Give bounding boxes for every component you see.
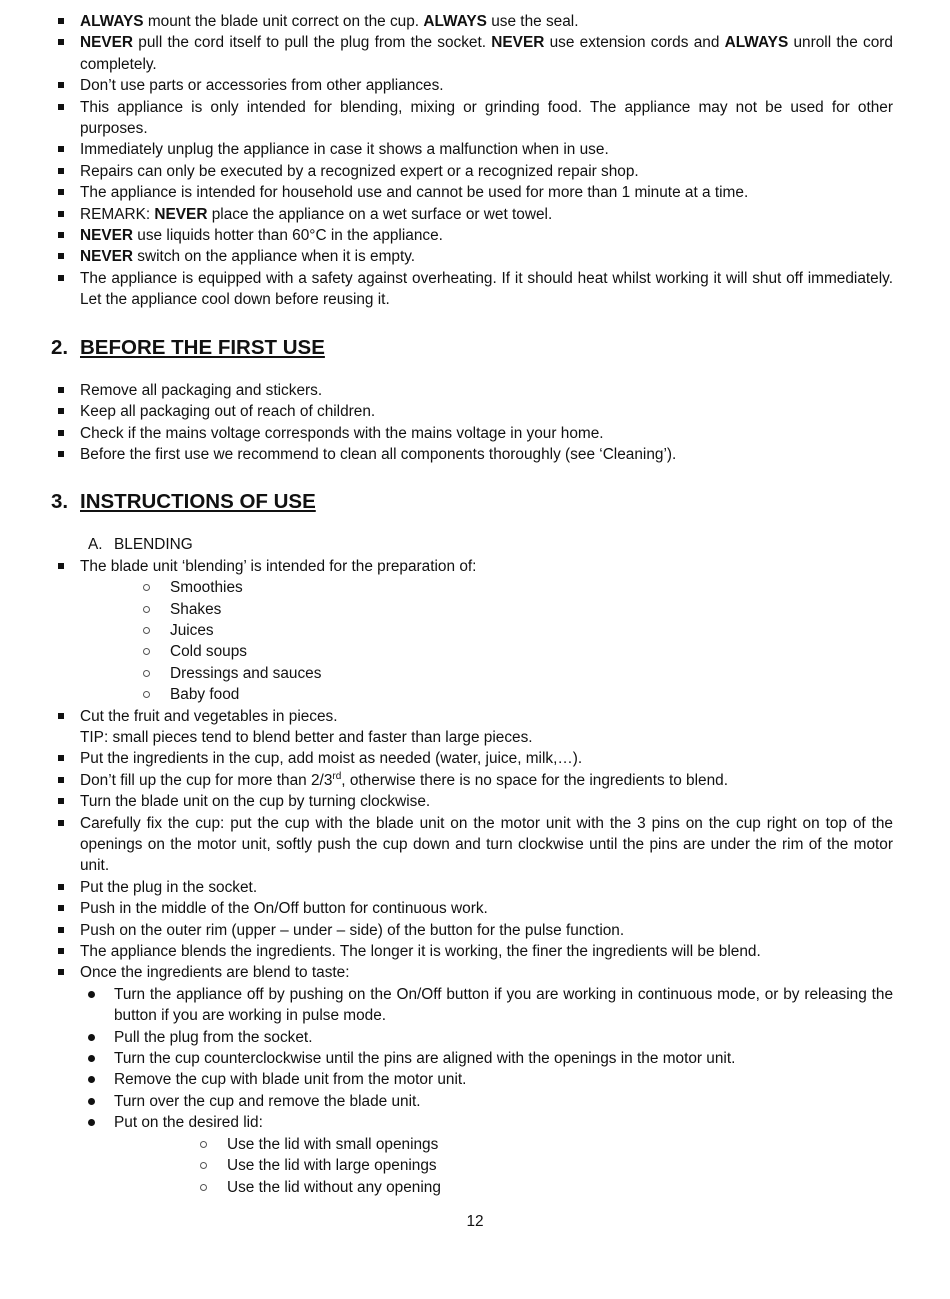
square-bullet-icon xyxy=(58,18,64,24)
dot-bullet-icon xyxy=(88,1034,95,1041)
text-block xyxy=(0,11,950,1198)
section-heading-instructions-of-use xyxy=(0,489,950,515)
emphasis-text: NEVER xyxy=(80,34,134,52)
list-item xyxy=(0,920,950,941)
square-bullet-icon xyxy=(58,884,64,890)
item-text: Use the lid with large openings xyxy=(227,1157,437,1175)
list-item xyxy=(0,423,950,444)
circle-bullet-icon xyxy=(200,1162,207,1169)
item-text: Once the ingredients are blend to taste: xyxy=(80,964,350,982)
item-text: unroll the cord completely. xyxy=(80,34,893,73)
list-item xyxy=(0,380,950,401)
square-bullet-icon xyxy=(58,104,64,110)
page-number: 12 xyxy=(466,1213,484,1230)
square-bullet-icon xyxy=(58,563,64,569)
tip-text: TIP: small pieces tend to blend better and faster than large pieces. xyxy=(80,728,533,746)
item-text: Repairs can only be executed by a recognized expert or a recognized repair shop. xyxy=(80,162,639,180)
list-item xyxy=(0,182,950,203)
circle-bullet-icon xyxy=(143,691,150,698)
list-item xyxy=(0,1048,950,1069)
dot-bullet-icon xyxy=(88,991,95,998)
emphasis-text: ALWAYS xyxy=(724,34,789,52)
blending-intro: The blade unit ‘blending’ is intended for the preparation of: xyxy=(80,557,477,575)
item-text: use extension cords and xyxy=(544,34,725,52)
item-text: The appliance is equipped with a safety against overheating. If it should heat whilst working it will shut off immediately. Let the appliance cool down before reusing it. xyxy=(80,269,893,309)
item-text: pull the cord itself to pull the plug from the socket. xyxy=(133,34,492,52)
list-item xyxy=(0,813,950,877)
item-text: Dressings and sauces xyxy=(170,664,322,682)
square-bullet-icon xyxy=(58,927,64,933)
list-item xyxy=(0,941,950,962)
before-first-use-list xyxy=(0,380,950,466)
square-bullet-icon xyxy=(58,39,64,45)
square-bullet-icon xyxy=(58,905,64,911)
list-item xyxy=(0,791,950,812)
item-text: REMARK: xyxy=(80,205,155,223)
square-bullet-icon xyxy=(58,451,64,457)
circle-bullet-icon xyxy=(200,1184,207,1191)
item-text: Put the plug in the socket. xyxy=(80,878,258,896)
list-item xyxy=(0,877,950,898)
square-bullet-icon xyxy=(58,146,64,152)
emphasis-text: NEVER xyxy=(154,205,208,223)
square-bullet-icon xyxy=(58,713,64,719)
list-item xyxy=(0,556,950,577)
square-bullet-icon xyxy=(58,387,64,393)
item-text: Baby food xyxy=(170,686,240,704)
section-title: BEFORE THE FIRST USE xyxy=(80,335,325,359)
list-item xyxy=(0,577,950,598)
item-text: Remove all packaging and stickers. xyxy=(80,381,323,399)
moist-item: Put the ingredients in the cup, add moist as needed (water, juice, milk,…). xyxy=(80,750,583,768)
list-item xyxy=(0,401,950,422)
list-item xyxy=(0,444,950,465)
square-bullet-icon xyxy=(58,253,64,259)
dot-bullet-icon xyxy=(88,1098,95,1105)
item-text: Put on the desired lid: xyxy=(114,1114,263,1132)
item-text: Use the lid without any opening xyxy=(227,1178,441,1196)
square-bullet-icon xyxy=(58,777,64,783)
list-item xyxy=(0,97,950,140)
square-bullet-icon xyxy=(58,168,64,174)
item-text: Keep all packaging out of reach of children. xyxy=(80,403,376,421)
item-text: Don’t use parts or accessories from other appliances. xyxy=(80,77,444,95)
circle-bullet-icon xyxy=(143,670,150,677)
item-text: This appliance is only intended for blending, mixing or grinding food. The appliance may not be used for other purposes. xyxy=(80,98,893,138)
list-item xyxy=(0,1155,950,1176)
blending-steps-continued xyxy=(0,791,950,984)
list-item xyxy=(0,161,950,182)
square-bullet-icon xyxy=(58,82,64,88)
item-text: Remove the cup with blade unit from the motor unit. xyxy=(114,1071,467,1089)
list-item xyxy=(0,599,950,620)
list-item xyxy=(0,139,950,160)
emphasis-text: ALWAYS xyxy=(423,13,487,30)
circle-bullet-icon xyxy=(200,1141,207,1148)
section-number: 2. xyxy=(51,335,69,359)
circle-bullet-icon xyxy=(143,648,150,655)
square-bullet-icon xyxy=(58,969,64,975)
item-text: switch on the appliance when it is empty. xyxy=(133,248,416,266)
fill-item-end: , otherwise there is no space for the ingredients to blend. xyxy=(341,771,728,789)
square-bullet-icon xyxy=(58,189,64,195)
item-text: Turn the cup counterclockwise until the pins are aligned with the openings in the motor unit. xyxy=(114,1050,736,1068)
item-text: Shakes xyxy=(170,600,222,618)
square-bullet-icon xyxy=(58,820,64,826)
item-text: mount the blade unit correct on the cup. xyxy=(143,13,424,30)
square-bullet-icon xyxy=(58,211,64,217)
list-item xyxy=(0,984,950,1027)
fill-item-start: Don’t fill up the cup for more than 2/3 xyxy=(80,771,333,789)
item-text: Turn the blade unit on the cup by turning clockwise. xyxy=(80,793,431,811)
lid-options-list xyxy=(0,1134,950,1198)
list-item xyxy=(0,1027,950,1048)
item-text: Check if the mains voltage corresponds with the mains voltage in your home. xyxy=(80,424,604,442)
item-text: Turn over the cup and remove the blade unit. xyxy=(114,1092,421,1110)
list-item xyxy=(0,11,950,32)
blending-steps-list xyxy=(0,706,950,792)
item-text: Carefully fix the cup: put the cup with the blade unit on the motor unit with the 3 pins on the cup right on top of the openings on the motor unit, softly push the cup down and turn clockwise until the pins are under the rim of the motor unit. xyxy=(80,814,893,875)
section-number: 3. xyxy=(51,490,69,514)
square-bullet-icon xyxy=(58,755,64,761)
list-item xyxy=(0,204,950,225)
fill-item-superscript: rd xyxy=(332,770,342,782)
square-bullet-icon xyxy=(58,430,64,436)
dot-bullet-icon xyxy=(88,1119,95,1126)
item-text: use the seal. xyxy=(486,13,579,30)
subsection-letter: A. xyxy=(88,536,103,554)
item-text: The appliance blends the ingredients. The longer it is working, the finer the ingredients will be blend. xyxy=(80,943,761,961)
list-item xyxy=(0,75,950,96)
item-text: Before the first use we recommend to clean all components thoroughly (see ‘Cleaning’). xyxy=(80,445,677,463)
list-item xyxy=(0,706,950,749)
list-item xyxy=(0,268,950,311)
list-item xyxy=(0,1069,950,1090)
preparations-list xyxy=(0,577,950,705)
circle-bullet-icon xyxy=(143,584,150,591)
list-item xyxy=(0,32,950,75)
list-item xyxy=(0,641,950,662)
list-item xyxy=(0,1177,950,1198)
square-bullet-icon xyxy=(58,275,64,281)
precautions-list xyxy=(0,11,950,311)
circle-bullet-icon xyxy=(143,627,150,634)
square-bullet-icon xyxy=(58,798,64,804)
emphasis-text: NEVER xyxy=(80,227,134,245)
list-item xyxy=(0,246,950,267)
item-text: Juices xyxy=(170,621,214,639)
item-text: Cold soups xyxy=(170,643,247,661)
list-item xyxy=(0,620,950,641)
item-text: Smoothies xyxy=(170,579,243,597)
dot-bullet-icon xyxy=(88,1076,95,1083)
item-text: place the appliance on a wet surface or wet towel. xyxy=(207,205,553,223)
list-item xyxy=(0,962,950,983)
item-text: Immediately unplug the appliance in case it shows a malfunction when in use. xyxy=(80,141,609,159)
item-text: use liquids hotter than 60°C in the appliance. xyxy=(133,227,443,245)
section-heading-before-first-use xyxy=(0,335,950,361)
item-text: Turn the appliance off by pushing on the On/Off button if you are working in continuous mode, or by releasing the button if you are working in pulse mode. xyxy=(114,985,893,1025)
subsection-heading-blending xyxy=(0,534,950,555)
list-item xyxy=(0,225,950,246)
blending-intro-list xyxy=(0,556,950,577)
cut-item: Cut the fruit and vegetables in pieces. xyxy=(80,707,338,725)
list-item xyxy=(0,1091,950,1112)
emphasis-text: NEVER xyxy=(491,34,545,52)
item-text: Push on the outer rim (upper – under – side) of the button for the pulse function. xyxy=(80,921,625,939)
subsection-title: BLENDING xyxy=(114,536,193,554)
after-blend-list xyxy=(0,984,950,1134)
item-text: Use the lid with small openings xyxy=(227,1135,439,1153)
section-title: INSTRUCTIONS OF USE xyxy=(80,490,316,514)
circle-bullet-icon xyxy=(143,606,150,613)
item-text: The appliance is intended for household use and cannot be used for more than 1 minute at a time. xyxy=(80,184,749,202)
list-item xyxy=(0,898,950,919)
dot-bullet-icon xyxy=(88,1055,95,1062)
item-text: Pull the plug from the socket. xyxy=(114,1028,313,1046)
list-item xyxy=(0,770,950,791)
list-item xyxy=(0,1134,950,1155)
square-bullet-icon xyxy=(58,948,64,954)
item-text: Push in the middle of the On/Off button for continuous work. xyxy=(80,900,488,918)
list-item xyxy=(0,1112,950,1133)
emphasis-text: NEVER xyxy=(80,248,134,266)
list-item xyxy=(0,684,950,705)
square-bullet-icon xyxy=(58,408,64,414)
list-item xyxy=(0,663,950,684)
emphasis-text: ALWAYS xyxy=(80,13,144,30)
list-item xyxy=(0,748,950,769)
square-bullet-icon xyxy=(58,232,64,238)
